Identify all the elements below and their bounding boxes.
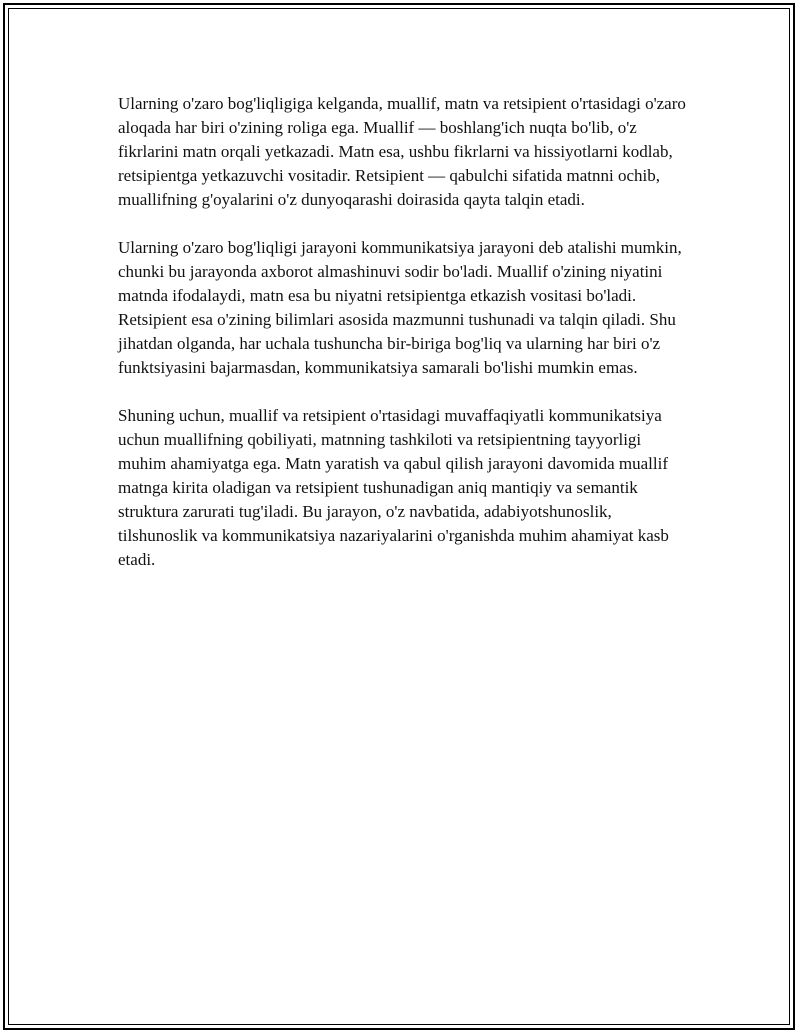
document-body: [118, 92, 688, 596]
paragraph-1: Ularning o'zaro bog'liqligiga kelganda, muallif, matn va retsipient o'rtasidagi o'zaro aloqada har biri o'zining roliga ega. Muallif — boshlang'ich nuqta bo'lib, o'z fikrlarini matn orqali yetkazadi. Matn esa, ushbu fikrlarni va hissiyotlarni kodlab, retsipientga yetkazuvchi vositadir. Retsipient — qabulchi sifatida matnni ochib, muallifning g'oyalarini o'z dunyoqarashi doirasida qayta talqin etadi.: [118, 94, 686, 209]
paragraph-2: Ularning o'zaro bog'liqligi jarayoni kommunikatsiya jarayoni deb atalishi mumkin, chunki bu jarayonda axborot almashinuvi sodir bo'ladi. Muallif o'zining niyatini matnda ifodalaydi, matn esa bu niyatni retsipientga etkazish vositasi bo'ladi. Retsipient esa o'zining bilimlari asosida mazmunni tushunadi va talqin qiladi. Shu jihatdan olganda, har uchala tushuncha bir-biriga bog'liq va ularning har biri o'z funktsiyasini bajarmasdan, kommunikatsiya samarali bo'lishi mumkin emas.: [118, 238, 682, 377]
paragraph-3: Shuning uchun, muallif va retsipient o'rtasidagi muvaffaqiyatli kommunikatsiya uchun muallifning qobiliyati, matnning tashkiloti va retsipientning tayyorligi muhim ahamiyatga ega. Matn yaratish va qabul qilish jarayoni davomida muallif matnga kirita oladigan va retsipient tushunadigan aniq mantiqiy va semantik struktura zarurati tug'iladi. Bu jarayon, o'z navbatida, adabiyotshunoslik, tilshunoslik va kommunikatsiya nazariyalarini o'rganishda muhim ahamiyat kasb etadi.: [118, 406, 669, 569]
